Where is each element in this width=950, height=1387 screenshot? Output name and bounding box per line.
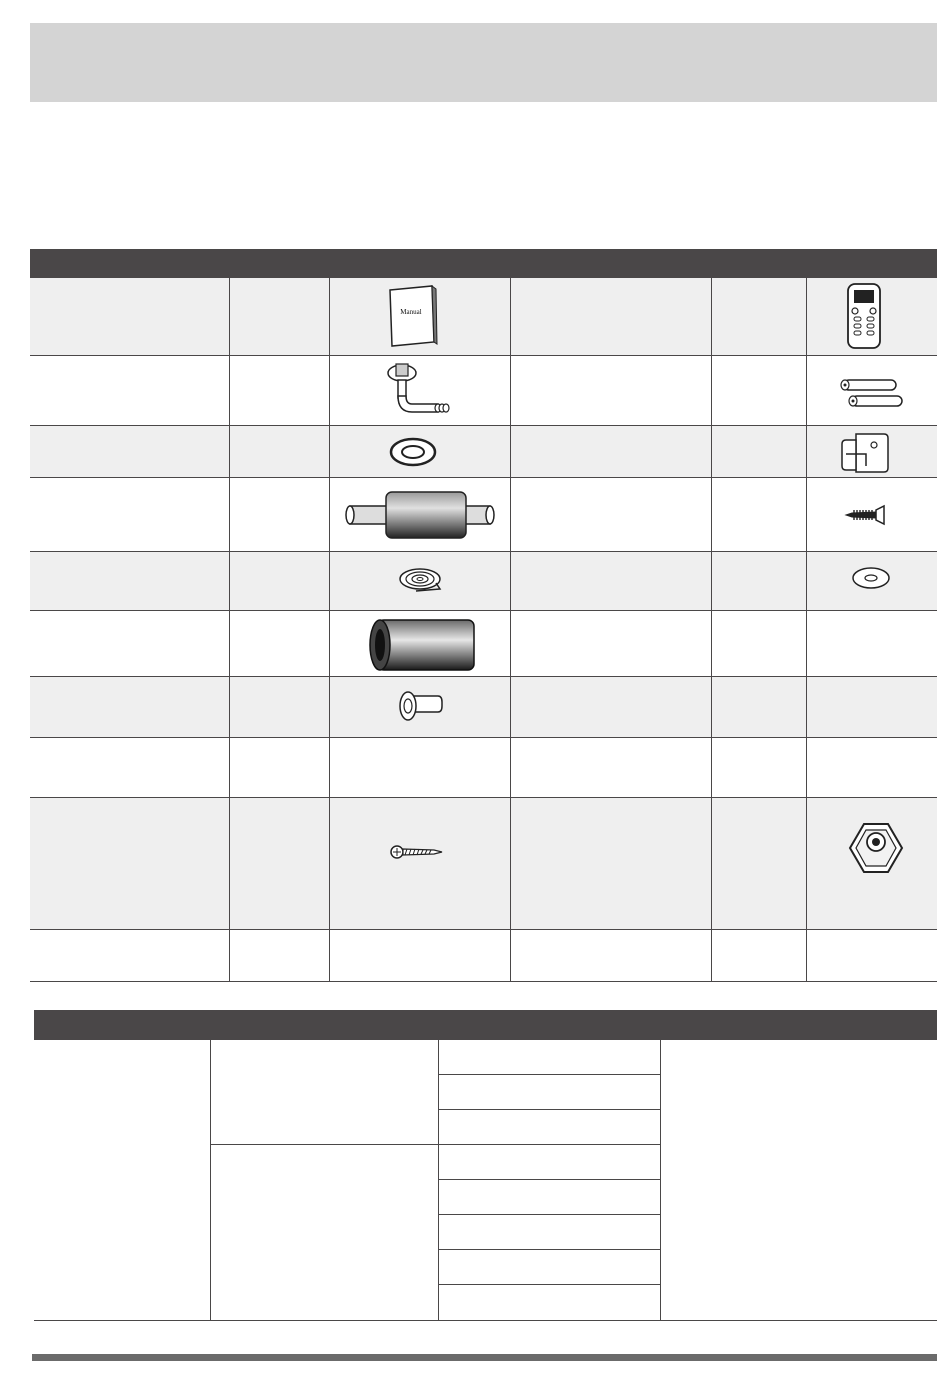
battery-icon [836, 374, 904, 412]
wall-pipe-sleeve-icon [366, 616, 480, 674]
remote-holder-icon [836, 430, 892, 476]
page-footer-bar [32, 1354, 937, 1361]
mounting-plate-anchor-icon [396, 688, 444, 726]
pipe-table-bottom-rule [34, 1320, 937, 1321]
pipe-table-rule [438, 1074, 660, 1075]
page-header-band [30, 23, 937, 102]
pipe-table-rule [438, 1249, 660, 1250]
accessory-row [30, 738, 937, 798]
column-divider [329, 278, 330, 981]
accessory-row [30, 552, 937, 611]
accessories-table-header [30, 249, 937, 278]
pipe-table-header [34, 1010, 937, 1040]
pipe-table-rule [210, 1144, 660, 1145]
pipe-table-divider [438, 1040, 439, 1320]
column-divider [510, 278, 511, 981]
pipe-table-rule [438, 1179, 660, 1180]
column-divider [806, 278, 807, 981]
accessory-row [30, 798, 937, 930]
manual-icon [386, 284, 438, 350]
accessory-row [30, 677, 937, 738]
remote-controller-icon [842, 282, 886, 350]
pipe-table-divider [210, 1040, 211, 1320]
accessory-row [30, 611, 937, 677]
manual-cover-text: Manual [400, 308, 422, 316]
wire-binding-icon [396, 563, 446, 597]
drain-joint-icon [376, 360, 456, 422]
seal-ring-icon [388, 436, 438, 468]
accessory-row [30, 356, 937, 426]
accessory-row [30, 930, 937, 982]
pipe-table-rule [438, 1109, 660, 1110]
accessory-row [30, 426, 937, 478]
washer-icon [850, 565, 892, 591]
column-divider [711, 278, 712, 981]
connective-pipe-assembly-icon [344, 488, 496, 542]
insulated-nut-icon [844, 820, 908, 878]
column-divider [229, 278, 230, 981]
pipe-table-divider [660, 1040, 661, 1320]
pipe-table-rule [438, 1214, 660, 1215]
pipe-table-rule [438, 1284, 660, 1285]
accessory-row [30, 278, 937, 356]
holder-screw-icon [842, 504, 886, 526]
mounting-plate-screw-icon [388, 842, 446, 862]
